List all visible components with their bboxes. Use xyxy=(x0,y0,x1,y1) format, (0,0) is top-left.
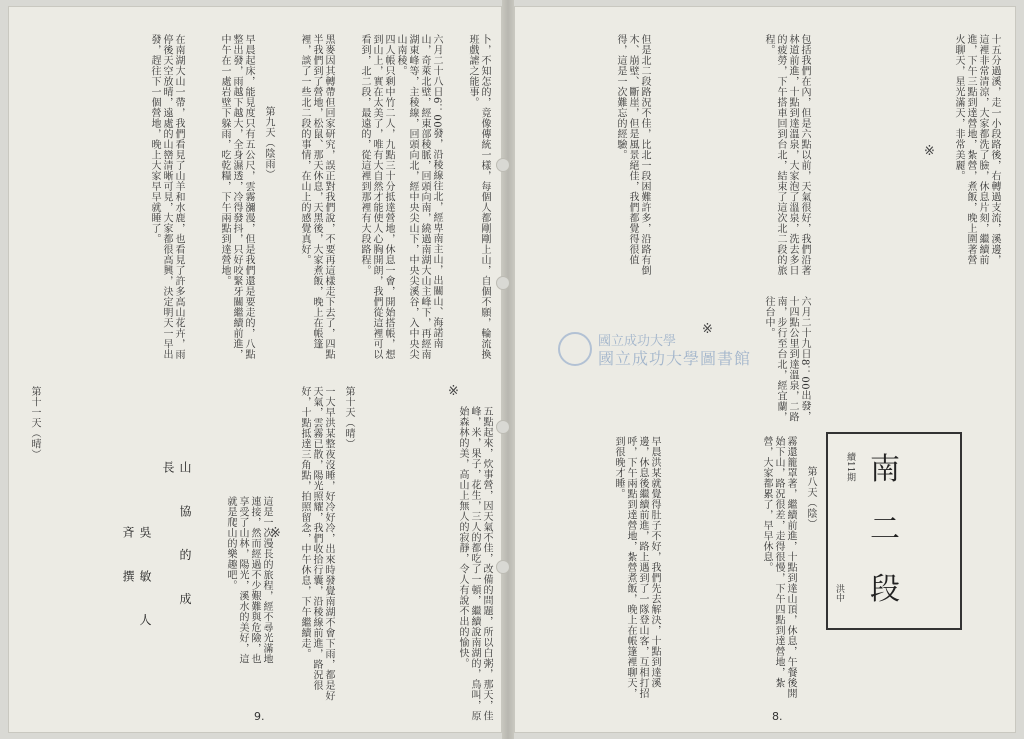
text-block: 早晨洪某就覺得肚子不好，我們先去解決，十點到達溪邊，休息後繼續前進，路上遇到了一隊登山客，互相打招呼，下午兩點到達營地，紮營煮飯，晚上在帳篷裡聊天，到很晚才睡。 xyxy=(613,436,660,699)
separator-mark: ※ xyxy=(448,384,459,399)
text-block: 包括我們在內，但是六點以前，天氣很好，我們沿著林道前進，十點到達溫泉，大家泡了溫泉，洗去多日的疲勞，下午搭車回到台北，結束了這次北二段的旅程。 xyxy=(763,34,810,276)
binding-hole xyxy=(496,158,510,172)
title-char: 二 xyxy=(870,512,900,547)
poem-title: 山 協 的 成 長 xyxy=(161,461,192,619)
left-page xyxy=(8,6,502,733)
text-block: 六月二十八日6：00發，沿稜線往北，經卑南主山，出關山、海諾南山，奇萊北壁，經東部稜脈，回頭向南，繞過南湖大山主峰下，再經南湖東峰等，主稜線，回頭向北，經中央尖山下，中央尖溪谷，入中央尖山南稜。 xyxy=(395,34,442,360)
text-block: 五點起來，炊事營，因天氣不佳，改備的問題，所以白粥，那天，佳峰，米，果子，花生，三人的都吃了一頓，繼續說南湖的，鳥叫，原始森林的美，高山上無人的寂靜，令人有說不出的愉快。 xyxy=(457,406,492,721)
separator-mark: ※ xyxy=(924,144,935,159)
library-watermark xyxy=(558,330,808,366)
day-heading: 第九天（陰雨） xyxy=(263,106,274,180)
separator-mark: ※ xyxy=(270,526,281,541)
text-block: 卜，不知怎的，竟像傳統一樣，每個人都剛剛上山，自個不願，輪流換班戲謔之能事。 xyxy=(467,34,490,360)
text-block: 早晨起床，能見度只有五公尺，雲霧瀰漫，但是我們還是要走的，八點整出發，雨越下越大，全身濕透，冷得發抖，只好咬緊牙關繼續前進，中午在一處岩壁下躲雨，吃乾糧，下午兩點到達營地。 xyxy=(219,34,254,360)
author-name: 洪中 xyxy=(834,584,844,602)
day-heading: 第八天（陰） xyxy=(805,466,816,529)
watermark-line: 國立成功大學圖書館 xyxy=(598,349,752,368)
watermark-line: 國立成功大學 xyxy=(598,334,677,349)
text-block: 霧還籠罩著，繼續前進，十點到達山頂，休息，午餐後開始下山，路況很差，走得很慢，下午四點到達營地，紮營，大家都累了，早早休息。 xyxy=(761,436,796,699)
poem-author: 吳 敏 人 斉 撰 xyxy=(121,526,152,640)
text-block: 十五分過溪，走一小段路後，右轉過支流，溪邊，這裡非常清涼，大家都洗了臉，休息片刻，繼續前進，下午三點到達營地，紮營，煮飯，晚上圍著營火聊天，星光滿天，非常美麗。 xyxy=(953,34,1000,265)
serial-label: 續11期 xyxy=(845,452,855,482)
title-char: 段 xyxy=(870,572,900,607)
text-block: 四人帳只剩中竹二人，九點三十分抵達營地，休息一會，開始搭帳，想到山上，實在太美了，唯有大自然才能使人心胸開朗，我們從這裡可以看到，北二段，最遠的，從這裡到那裡有大段路程。 xyxy=(359,34,394,360)
university-seal-icon xyxy=(558,332,592,366)
text-block: 但是北二段路況不佳，比北一段困難許多，沿路有倒木、崩壁、斷崖，但是風景絕佳，我們都覺得很值得，這是一次難忘的經驗。 xyxy=(615,34,650,276)
text-block: 一大早洪某整夜沒睡，好冷好冷，出來時發覺南湖不會下雨，都是好天氣，雲霧已散，陽光照耀，我們收拾行囊，沿稜線前進，路況很好，十點抵達三角點，拍照留念，中午休息，下午繼續走。 xyxy=(299,386,334,701)
article-title-box xyxy=(826,432,962,630)
binding-hole xyxy=(496,560,510,574)
title-char: 南 xyxy=(870,452,900,487)
binding-hole xyxy=(496,276,510,290)
text-block: 這是一次漫長的旅程，經不尋光滿地連接，然而經過不少艱難與危險，也享受了山林，陽光，溪水的美好，這就是爬山的樂趣吧。 xyxy=(225,496,272,664)
page-number: 8. xyxy=(772,710,783,723)
day-heading: 第十一天（晴） xyxy=(29,386,40,460)
day-heading: 第十天（晴） xyxy=(343,386,354,449)
text-block: 黑麥因其轉帶但回家研究，誤正對我們說，不要再這樣走下去了，四點半我們到了營地，松鼠、那天休息，天黑後，大家煮飯，晚上在帳篷裡，談了一些北二段的事情，在山上的感覺真好。 xyxy=(299,34,334,360)
page-number: 9. xyxy=(254,710,265,723)
text-block: 六月二十九日8：00出發，十四點公里到達溫泉，二路南，步行至台北，經宜蘭，往台中。 xyxy=(763,296,810,422)
separator-mark: ※ xyxy=(702,322,713,337)
text-block: 在南湖大山一帶，我們看見了山羊和水鹿，也看見了許多高山花卉，雨停後天空放晴，遠處的山巒清晰可見，大家都很高興，決定明天一早出發，趕往下一個營地，晚上大家早早就睡了。 xyxy=(149,34,184,360)
binding-hole xyxy=(496,420,510,434)
book-spine xyxy=(502,0,514,739)
